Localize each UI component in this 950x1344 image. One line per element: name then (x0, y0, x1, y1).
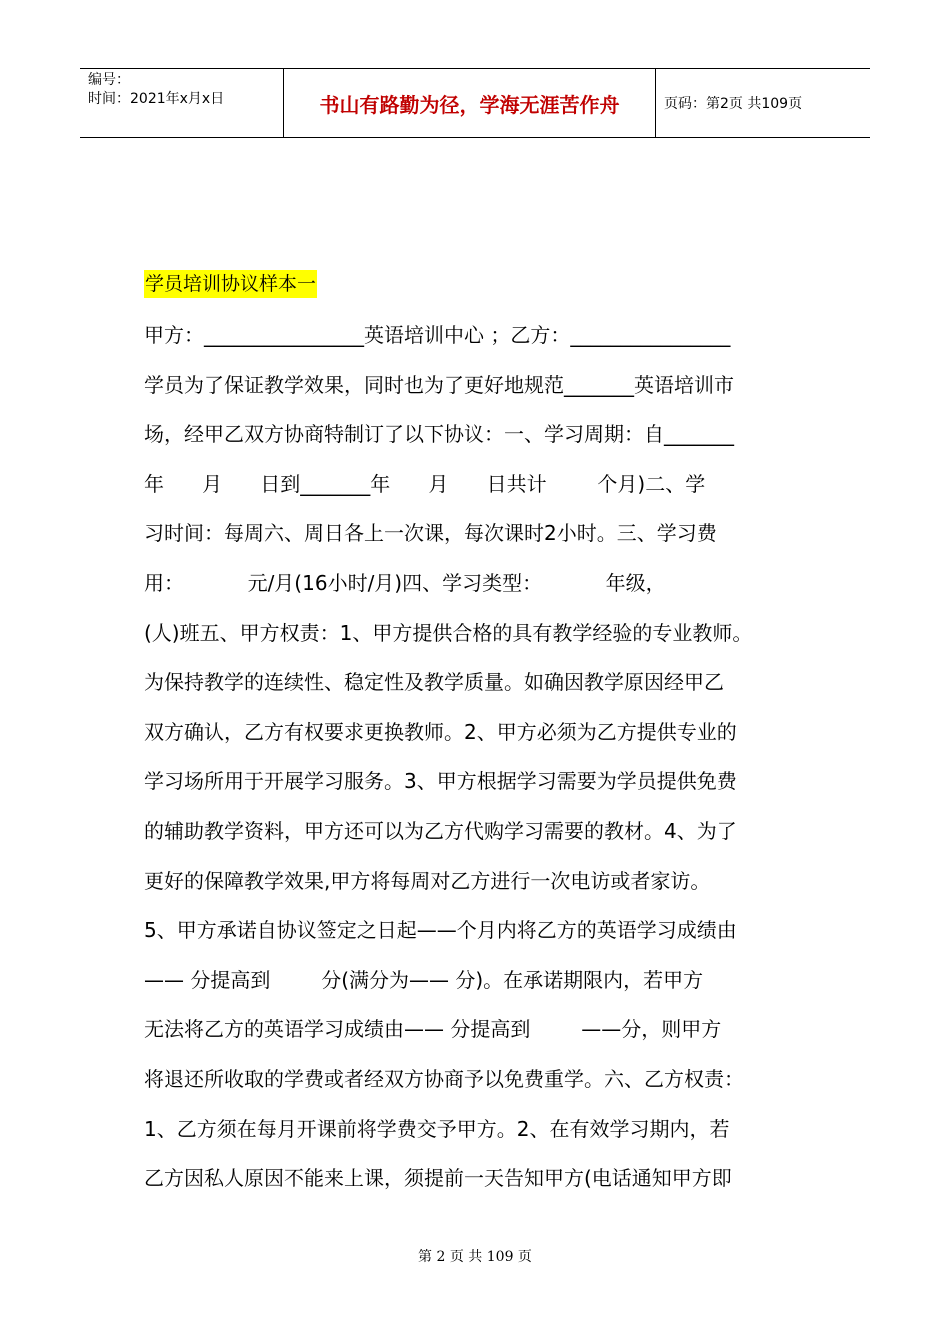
text-line: 更好的保障教学效果,甲方将每周对乙方进行一次电访或者家访。 (144, 868, 711, 893)
text-line: 乙方因私人原因不能来上课，须提前一天告知甲方(电话通知甲方即 (144, 1166, 732, 1191)
header-meta (88, 71, 283, 109)
page-footer: 第 2 页 共 109 页 (418, 1249, 532, 1265)
text-line: 学习场所用于开展学习服务。3、甲方根据学习需要为学员提供免费 (144, 769, 737, 794)
text-line: 习时间：每周六、周日各上一次课，每次课时2小时。三、学习费 (144, 521, 717, 546)
text-line: 1、乙方须在每月开课前将学费交予甲方。2、在有效学习期内，若 (144, 1116, 730, 1141)
text-line: 用： 元/月(16小时/月)四、学习类型： 年级， (144, 570, 666, 595)
text-line: 的辅助教学资料，甲方还可以为乙方代购学习需要的教材。4、为了 (144, 818, 737, 843)
text-line: 无法将乙方的英语学习成绩由—— 分提高到 ——分，则甲方 (144, 1017, 722, 1042)
document-body (144, 315, 806, 1208)
header-divider (655, 69, 656, 137)
text-line: 学员为了保证教学效果，同时也为了更好地规范_______英语培训市 (144, 372, 734, 397)
text-line: —— 分提高到 分(满分为—— 分)。在承诺期限内，若甲方 (144, 967, 704, 992)
time-label: 时间：2021年x月x日 (88, 91, 225, 107)
text-line: 5、甲方承诺自协议签定之日起——个月内将乙方的英语学习成绩由 (144, 918, 737, 943)
text-line: 将退还所收取的学费或者经双方协商予以免费重学。六、乙方权责： (144, 1066, 744, 1091)
number-label: 编号： (88, 72, 130, 88)
text-line: 双方确认，乙方有权要求更换教师。2、甲方必须为乙方提供专业的 (144, 719, 737, 744)
text-line: 场，经甲乙双方协商特制订了以下协议：一、学习周期：自_______ (144, 422, 734, 447)
page-header (80, 68, 870, 138)
text-line: 甲方：________________英语培训中心 ；乙方：________________ (144, 323, 731, 347)
text-line: 年 月 日到_______年 月 日共计 个月)二、学 (144, 471, 706, 496)
header-page-info: 页码：第2页 共109页 (664, 96, 803, 112)
document-title: 学员培训协议样本一 (144, 270, 317, 298)
text-line: 为保持教学的连续性、稳定性及教学质量。如确因教学原因经甲乙 (144, 670, 724, 695)
text-line: (人)班五、甲方权责：1、甲方提供合格的具有教学经验的专业教师。 (144, 620, 753, 645)
header-motto: 书山有路勤为径，学海无涯苦作舟 (319, 92, 620, 117)
